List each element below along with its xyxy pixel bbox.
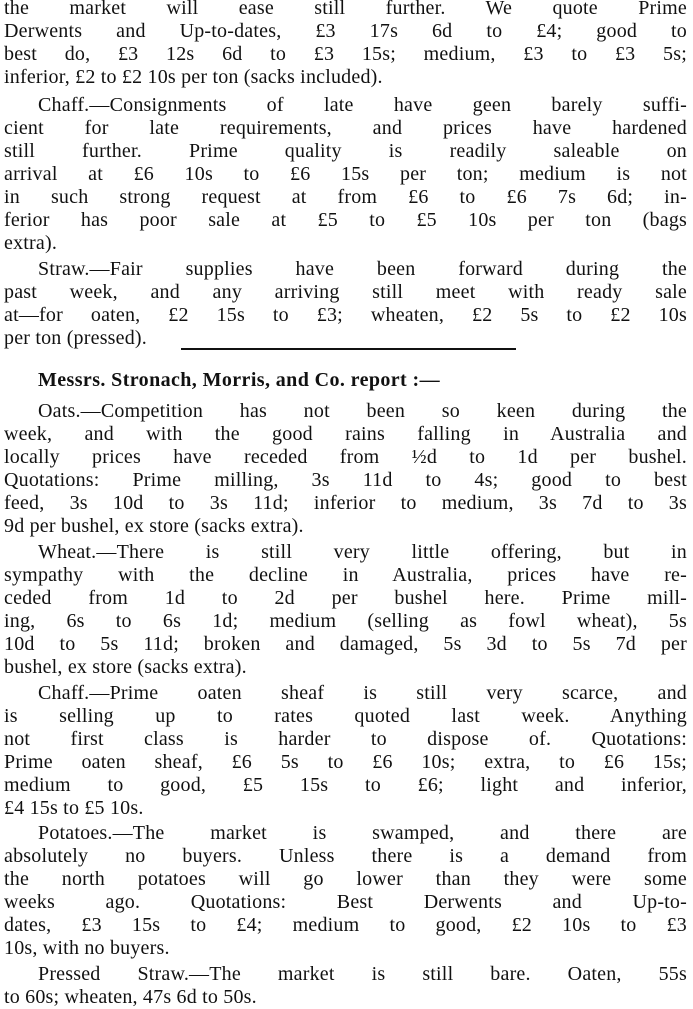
text-line: 10s, with no buyers. [4, 937, 170, 959]
text-line: to 60s; wheaten, 47s 6d to 50s. [4, 986, 257, 1008]
text-line: still further. Prime quality is readily saleable on [4, 140, 687, 162]
text-line: the north potatoes will go lower than they were some [4, 868, 687, 890]
text-line: feed, 3s 10d to 3s 11d; inferior to medium, 3s 7d to 3s [4, 492, 687, 514]
paragraph-potatoes-first-line: Potatoes.—The market is swamped, and there are [38, 822, 687, 844]
text-line: in such strong request at from £6 to £6 7s 6d; in- [4, 186, 687, 208]
text-line: Derwents and Up-to-dates, £3 17s 6d to £4; good to [4, 20, 687, 42]
text-line: best do, £3 12s 6d to £3 15s; medium, £3 to £3 5s; [4, 43, 687, 65]
text-line: arrival at £6 10s to £6 15s per ton; medium is not [4, 163, 687, 185]
paragraph-oats-first-line: Oats.—Competition has not been so keen during the [38, 400, 687, 422]
text-line: dates, £3 15s to £4; medium to good, £2 10s to £3 [4, 914, 687, 936]
text-line: 10d to 5s 11d; broken and damaged, 5s 3d to 5s 7d per [4, 633, 687, 655]
text-line: is selling up to rates quoted last week. Anything [4, 705, 687, 727]
text-line: 9d per bushel, ex store (sacks extra). [4, 515, 304, 537]
text-line: the market will ease still further. We quote Prime [4, 0, 687, 19]
text-line: cient for late requirements, and prices have hardened [4, 117, 687, 139]
section-divider [181, 348, 516, 350]
text-line: past week, and any arriving still meet with ready sale [4, 281, 687, 303]
text-line: locally prices have receded from ½d to 1d per bushel. [4, 446, 687, 468]
text-line: at—for oaten, £2 15s to £3; wheaten, £2 5s to £2 10s [4, 304, 687, 326]
report-heading: Messrs. Stronach, Morris, and Co. report :— [38, 369, 440, 391]
text-line: ceded from 1d to 2d per bushel here. Prime mill- [4, 587, 687, 609]
text-line: £4 15s to £5 10s. [4, 797, 144, 819]
text-line: absolutely no buyers. Unless there is a demand from [4, 845, 687, 867]
text-line: weeks ago. Quotations: Best Derwents and Up-to- [4, 891, 687, 913]
text-line: Quotations: Prime milling, 3s 11d to 4s; good to best [4, 469, 687, 491]
text-line: medium to good, £5 15s to £6; light and inferior, [4, 774, 687, 796]
text-line: sympathy with the decline in Australia, prices have re- [4, 564, 687, 586]
text-line: extra). [4, 232, 58, 254]
text-line: inferior, £2 to £2 10s per ton (sacks included). [4, 66, 383, 88]
text-line: bushel, ex store (sacks extra). [4, 656, 247, 678]
text-line: ferior has poor sale at £5 to £5 10s per ton (bags [4, 209, 687, 231]
text-line: ing, 6s to 6s 1d; medium (selling as fowl wheat), 5s [4, 610, 687, 632]
text-line: week, and with the good rains falling in Australia and [4, 423, 687, 445]
paragraph-chaff-first-line: Chaff.—Consignments of late have geen barely suffi- [38, 94, 687, 116]
paragraph-pressed-straw-first-line: Pressed Straw.—The market is still bare. Oaten, 55s [38, 963, 687, 985]
text-line: not first class is harder to dispose of. Quotations: [4, 728, 687, 750]
text-line: per ton (pressed). [4, 327, 147, 349]
paragraph-wheat-first-line: Wheat.—There is still very little offering, but in [38, 541, 687, 563]
paragraph-chaff-report-first-line: Chaff.—Prime oaten sheaf is still very scarce, and [38, 682, 687, 704]
paragraph-straw-first-line: Straw.—Fair supplies have been forward during the [38, 258, 687, 280]
text-line: Prime oaten sheaf, £6 5s to £6 10s; extra, to £6 15s; [4, 751, 687, 773]
